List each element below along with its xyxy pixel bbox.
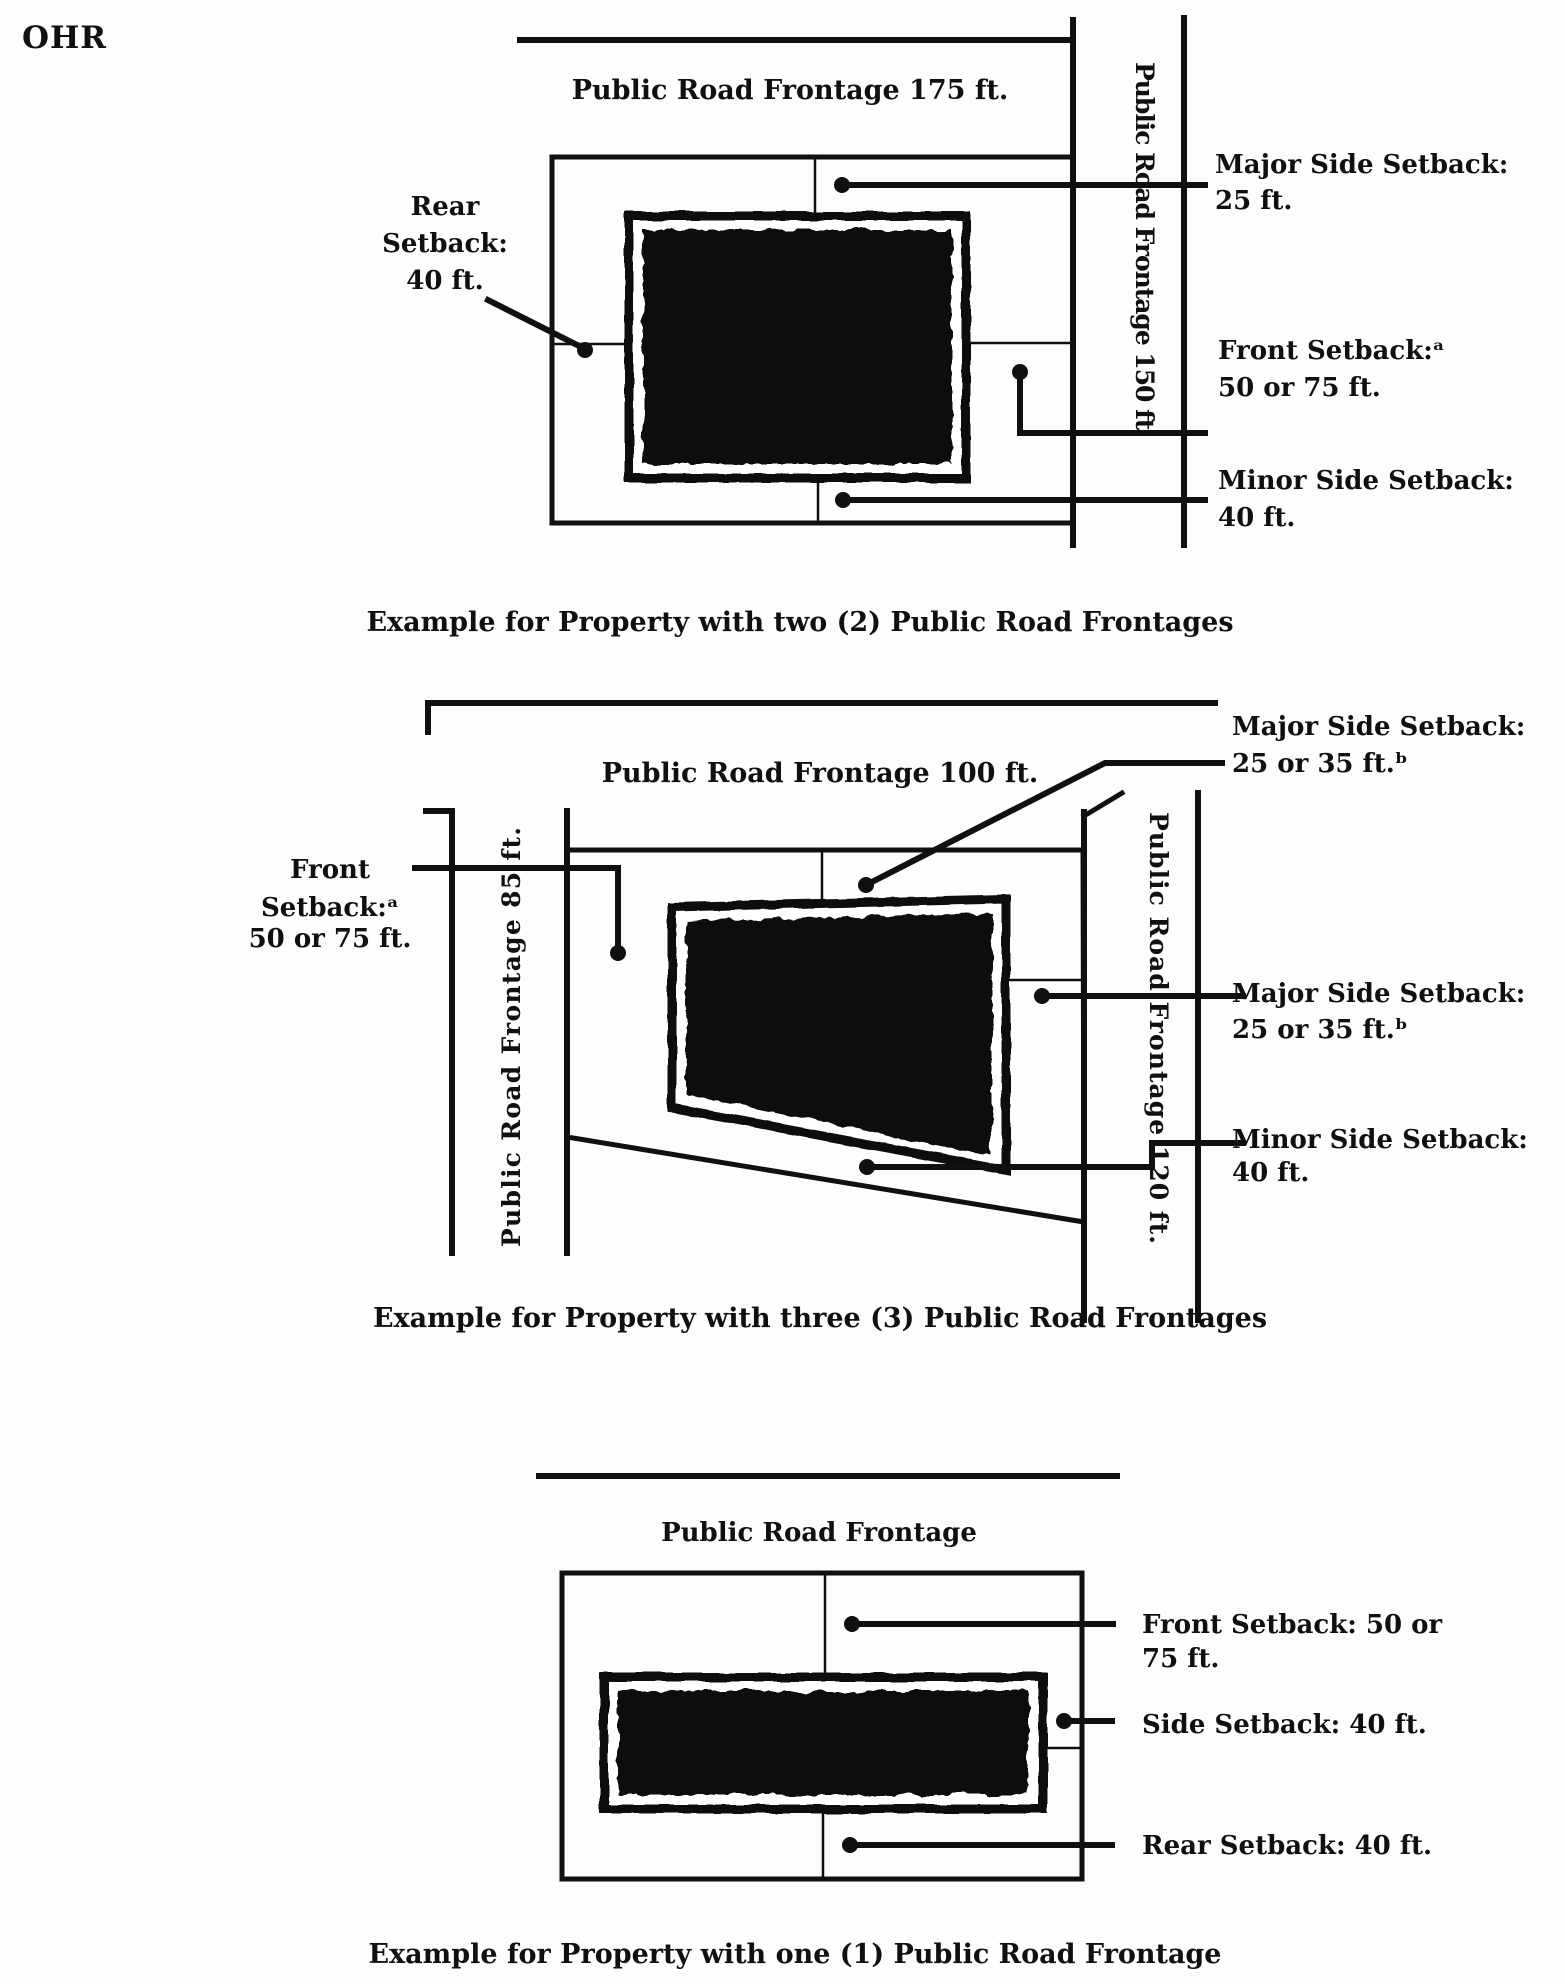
diagram-caption: Example for Property with three (3) Public Road Frontages xyxy=(372,1303,1268,1334)
front-setback-label-1: Front xyxy=(290,855,370,885)
road-label: Public Road Frontage xyxy=(661,1518,977,1548)
building-footprint xyxy=(604,1677,1043,1809)
rear-leader-line xyxy=(488,300,583,348)
minor-side-leader-dot xyxy=(835,492,851,508)
minor-side-leader-dot xyxy=(859,1159,875,1175)
diagram-caption: Example for Property with one (1) Public Road Frontage xyxy=(368,1939,1222,1970)
diagram-two-frontages xyxy=(366,18,1513,638)
diagram-one-frontage xyxy=(368,1476,1442,1970)
building-fill xyxy=(643,230,952,464)
rear-leader-dot xyxy=(577,342,593,358)
rear-leader-dot xyxy=(842,1837,858,1853)
right-road-corner xyxy=(1084,793,1122,816)
building-footprint xyxy=(672,899,1006,1170)
top-road-label: Public Road Frontage 100 ft. xyxy=(601,758,1039,789)
minor-side-setback-label-1: Minor Side Setback: xyxy=(1218,466,1514,496)
side-setback-label: Side Setback: 40 ft. xyxy=(1142,1710,1427,1740)
major-side-mid-label-2: 25 or 35 ft.ᵇ xyxy=(1232,1015,1408,1045)
major-side-leader-dot xyxy=(834,177,850,193)
major-side-setback-label-1: Major Side Setback: xyxy=(1215,150,1509,180)
major-side-top-label-1: Major Side Setback: xyxy=(1232,712,1526,742)
page-corner-label: OHR xyxy=(22,20,108,56)
minor-side-setback-label-2: 40 ft. xyxy=(1218,503,1296,533)
rear-setback-label-3: 40 ft. xyxy=(406,266,484,296)
diagram-three-frontages xyxy=(249,703,1528,1334)
rear-setback-label-1: Rear xyxy=(410,192,480,222)
front-leader-dot xyxy=(844,1616,860,1632)
major-side-mid-label-1: Major Side Setback: xyxy=(1232,979,1526,1009)
major-side-top-leader-dot xyxy=(858,877,874,893)
major-side-mid-leader-dot xyxy=(1034,988,1050,1004)
building-footprint xyxy=(629,216,966,478)
front-leader-line xyxy=(1020,372,1205,433)
side-leader-dot xyxy=(1056,1713,1072,1729)
front-leader-dot xyxy=(1012,364,1028,380)
major-side-setback-label-2: 25 ft. xyxy=(1215,186,1293,216)
major-side-top-label-2: 25 or 35 ft.ᵇ xyxy=(1232,749,1408,779)
right-road-label: Public Road Frontage 120 ft. xyxy=(1144,812,1173,1244)
front-setback-label-2: Setback:ᵃ xyxy=(261,893,399,923)
rear-setback-label: Rear Setback: 40 ft. xyxy=(1142,1831,1433,1861)
front-setback-label-2: 50 or 75 ft. xyxy=(1218,373,1381,403)
right-road-label: Public Road Frontage 150 ft. xyxy=(1130,62,1159,438)
front-setback-label-3: 50 or 75 ft. xyxy=(248,924,412,954)
top-road-label: Public Road Frontage 175 ft. xyxy=(571,75,1009,106)
minor-side-setback-label-1: Minor Side Setback: xyxy=(1232,1125,1528,1155)
front-setback-label-2: 75 ft. xyxy=(1142,1644,1220,1674)
rear-setback-label-2: Setback: xyxy=(382,229,508,259)
building-fill xyxy=(618,1691,1029,1795)
front-leader-dot xyxy=(610,945,626,961)
minor-side-setback-label-2: 40 ft. xyxy=(1232,1158,1310,1188)
diagram-caption: Example for Property with two (2) Public Road Frontages xyxy=(366,607,1234,638)
front-setback-label-1: Front Setback:ᵃ xyxy=(1218,336,1445,366)
left-road-label: Public Road Frontage 85 ft. xyxy=(497,827,526,1247)
front-setback-label-1: Front Setback: 50 or xyxy=(1142,1610,1443,1640)
